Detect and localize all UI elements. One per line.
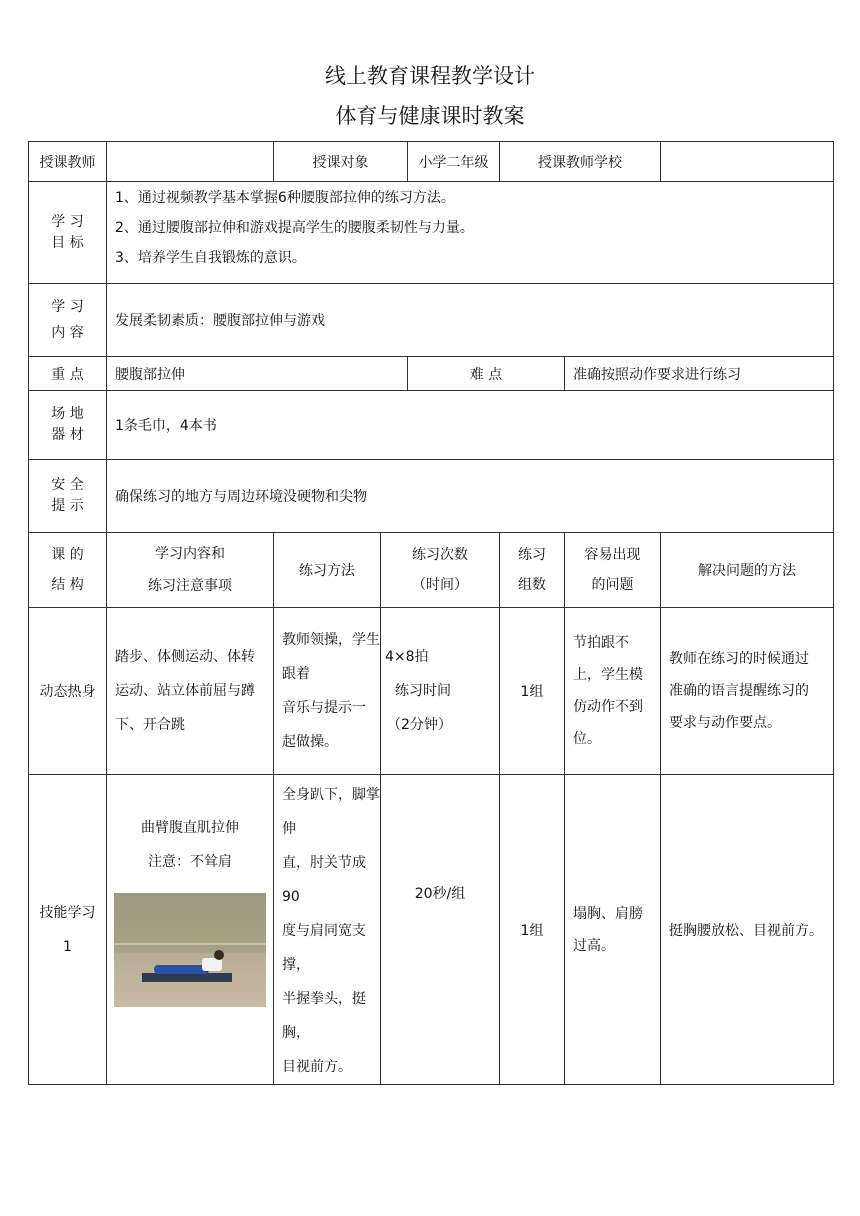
warmup-content-line: 下、开合跳 (115, 717, 185, 733)
content-label-line2: 内 容 (51, 325, 84, 341)
content-label (29, 284, 107, 357)
warmup-content-line: 踏步、体侧运动、体转 (115, 649, 255, 665)
goals-label (29, 182, 107, 284)
warmup-method-line: 音乐与提示一 (282, 700, 366, 716)
count-header-line2: （时间） (412, 577, 468, 593)
goals-list (107, 182, 834, 284)
warmup-solution-line: 要求与动作要点。 (669, 715, 781, 731)
warmup-solution (661, 608, 834, 775)
key-point-value: 腰腹部拉伸 (107, 357, 408, 391)
content-header-line1: 学习内容和 (155, 546, 225, 562)
audience-value: 小学二年级 (408, 142, 500, 182)
goal-item: 1、通过视频教学基本掌握6种腰腹部拉伸的练习方法。 (115, 190, 455, 206)
warmup-sets: 1组 (500, 608, 565, 775)
safety-label-line2: 提 示 (51, 498, 84, 514)
skill-section-line2: 1 (63, 938, 72, 955)
warmup-problems (565, 608, 661, 775)
skill-section-line1: 技能学习 (39, 904, 96, 921)
structure-header-line2: 结 构 (51, 577, 84, 593)
key-point-label: 重 点 (29, 357, 107, 391)
equipment-label (29, 391, 107, 460)
skill-method-line: 全身趴下，脚掌伸 (282, 787, 380, 837)
teacher-value (107, 142, 274, 182)
structure-header-row (29, 533, 834, 608)
goals-label-line2: 目 标 (51, 234, 84, 251)
skill-method-line: 直，肘关节成90 (282, 855, 366, 905)
warmup-content (107, 608, 274, 775)
safety-label (29, 460, 107, 533)
structure-header (29, 533, 107, 608)
difficulty-value: 准确按照动作要求进行练习 (565, 357, 834, 391)
skill-content-note: 注意：不耸肩 (148, 854, 232, 870)
content-value: 发展柔韧素质：腰腹部拉伸与游戏 (107, 284, 834, 357)
warmup-content-line: 运动、站立体前屈与蹲 (115, 683, 255, 699)
count-header (381, 533, 500, 608)
warmup-method-line: 起做操。 (282, 734, 338, 750)
skill-problem-line: 塌胸、肩膀 (573, 905, 643, 922)
warmup-solution-line: 准确的语言提醒练习的 (669, 683, 809, 699)
skill-method (274, 775, 381, 1085)
focus-row (29, 357, 834, 391)
warmup-count-line: 4×8拍 (385, 649, 429, 665)
difficulty-label: 难 点 (408, 357, 565, 391)
warmup-problem-line: 上，学生模 (573, 667, 643, 683)
skill-method-line: 度与肩同宽支撑， (282, 923, 366, 973)
structure-header-line1: 课 的 (51, 547, 84, 563)
warmup-count-line: 练习时间 (395, 683, 451, 699)
warmup-problem-line: 位。 (573, 731, 601, 747)
school-label: 授课教师学校 (500, 142, 661, 182)
warmup-count (381, 608, 500, 775)
method-header: 练习方法 (274, 533, 381, 608)
exercise-photo (114, 893, 266, 1007)
skill-solution: 挺胸腰放松、目视前方。 (661, 775, 834, 1085)
info-row (29, 142, 834, 182)
warmup-count-line: （2分钟） (387, 717, 452, 733)
document-title: 线上教育课程教学设计 (325, 64, 535, 88)
skill-problem-line: 过高。 (573, 937, 615, 954)
section-skill (29, 775, 107, 1085)
skill-count: 20秒/组 (381, 775, 500, 1085)
sets-header-line1: 练习 (518, 547, 546, 563)
skill-problems (565, 775, 661, 1085)
goal-item: 3、培养学生自我锻炼的意识。 (115, 250, 306, 266)
sets-header-line2: 组数 (518, 577, 546, 593)
warmup-solution-line: 教师在练习的时候通过 (669, 651, 809, 667)
problems-header-line1: 容易出现 (584, 547, 641, 563)
skill-method-line: 目视前方。 (282, 1059, 352, 1075)
teacher-label: 授课教师 (29, 142, 107, 182)
safety-value: 确保练习的地方与周边环境没硬物和尖物 (107, 460, 834, 533)
equipment-label-line2: 器 材 (51, 427, 84, 443)
problems-header-line2: 的问题 (591, 577, 634, 593)
document-subtitle: 体育与健康课时教案 (335, 104, 525, 128)
equipment-label-line1: 场 地 (51, 406, 84, 422)
skill-content (107, 775, 274, 1085)
audience-label: 授课对象 (274, 142, 408, 182)
safety-label-line1: 安 全 (51, 477, 84, 493)
warmup-method-line: 教师领操，学生跟着 (282, 632, 380, 682)
skill-sets: 1组 (500, 775, 565, 1085)
equipment-value: 1条毛巾，4本书 (107, 391, 834, 460)
content-header-line2: 练习注意事项 (148, 578, 232, 594)
goals-label-line1: 学 习 (51, 213, 84, 230)
warmup-problem-line: 节拍跟不 (573, 635, 629, 651)
skill-content-title: 曲臂腹直肌拉伸 (141, 820, 239, 836)
table-row (29, 775, 834, 1085)
safety-row (29, 460, 834, 533)
equipment-row (29, 391, 834, 460)
warmup-problem-line: 仿动作不到 (573, 699, 643, 715)
skill-method-line: 半握拳头，挺胸， (282, 991, 366, 1041)
goals-row (29, 182, 834, 284)
content-header (107, 533, 274, 608)
content-label-line1: 学 习 (51, 299, 84, 315)
section-warmup: 动态热身 (29, 608, 107, 775)
warmup-method (274, 608, 381, 775)
content-row (29, 284, 834, 357)
count-header-line1: 练习次数 (412, 547, 468, 563)
lesson-plan-table (28, 141, 834, 1085)
goal-item: 2、通过腰腹部拉伸和游戏提高学生的腰腹柔韧性与力量。 (115, 220, 474, 236)
school-value (661, 142, 834, 182)
sets-header (500, 533, 565, 608)
problems-header (565, 533, 661, 608)
solution-header: 解决问题的方法 (661, 533, 834, 608)
table-row (29, 608, 834, 775)
